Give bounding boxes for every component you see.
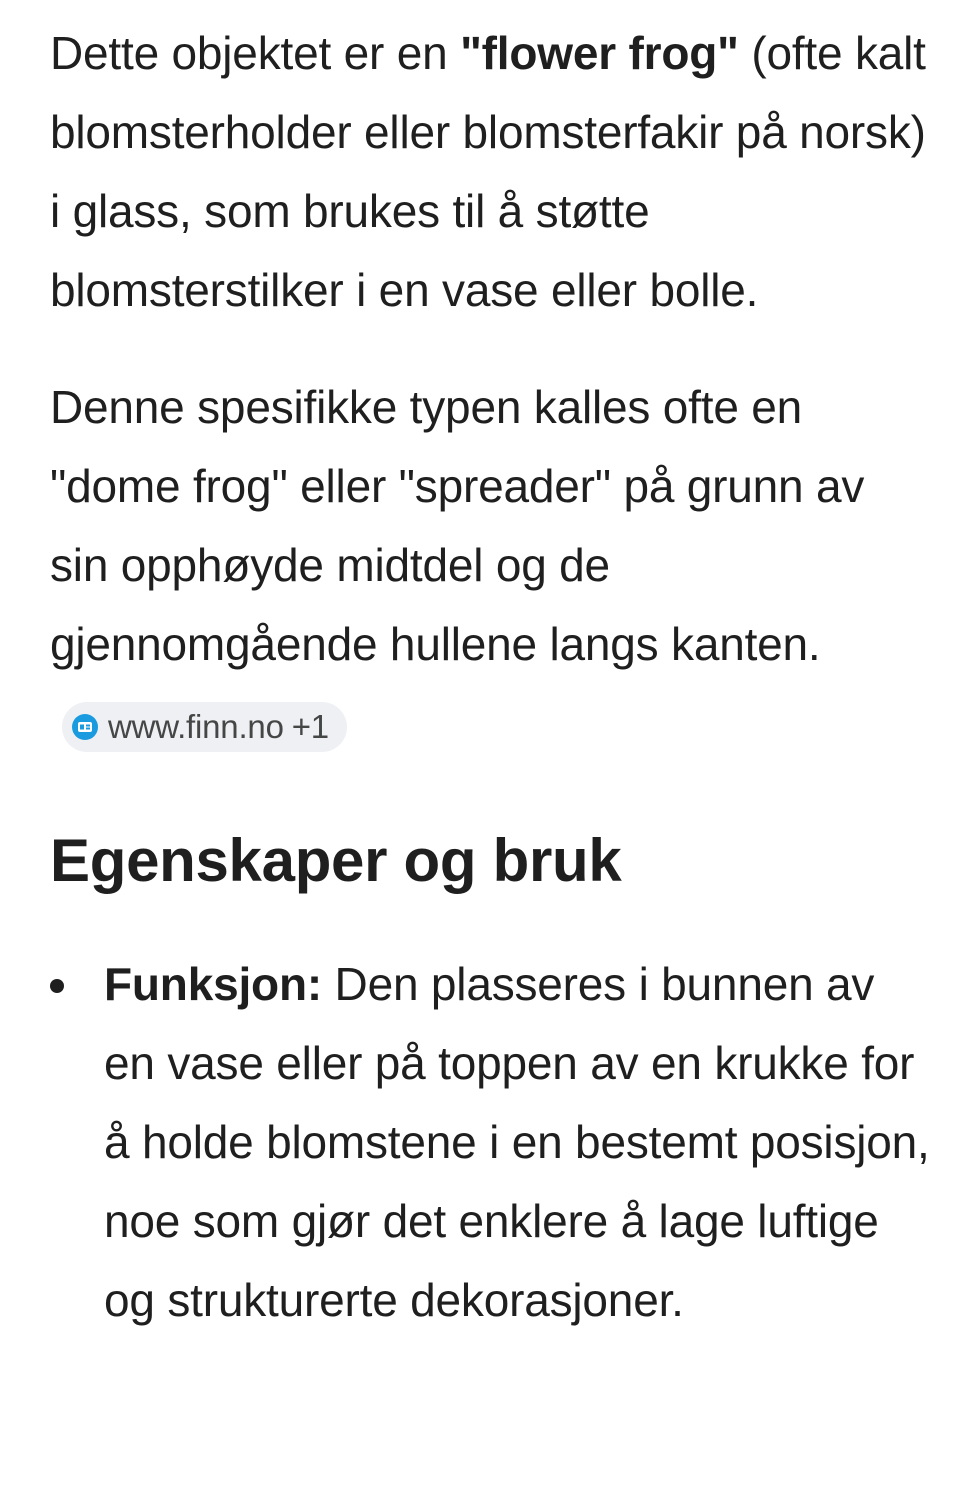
- list-item-text: Den plasseres i bunnen av en vase eller på toppen av en krukke for å holde blomstene i en bestemt posisjon, noe som gjør det enklere å lage luftige og strukturerte dekorasjoner.: [104, 958, 930, 1326]
- bullet-icon: [50, 979, 64, 993]
- section-heading: Egenskaper og bruk: [50, 827, 622, 894]
- answer-content: [50, 14, 930, 1340]
- intro-text-start: Dette objektet er en: [50, 27, 461, 79]
- intro-bold-term: "flower frog": [460, 27, 739, 79]
- source-extra-count: +1: [291, 708, 329, 745]
- description-paragraph: [50, 368, 930, 763]
- description-text: Denne spesifikke typen kalles ofte en "dome frog" eller "spreader" på grunn av sin opphøyde midtdel og de gjennomgående hullene langs kanten.: [50, 381, 865, 670]
- intro-text-end: (ofte kalt blomsterholder eller blomsterfakir på norsk) i glass, som brukes til å støtte blomsterstilker i en vase eller bolle.: [50, 27, 926, 316]
- list-item-label: Funksjon:: [104, 958, 322, 1010]
- source-chip[interactable]: [62, 702, 347, 752]
- source-domain: www.finn.no: [108, 708, 284, 745]
- list-item: [50, 945, 930, 1340]
- properties-list: [50, 945, 930, 1340]
- website-icon: [72, 714, 98, 740]
- intro-paragraph: [50, 14, 930, 330]
